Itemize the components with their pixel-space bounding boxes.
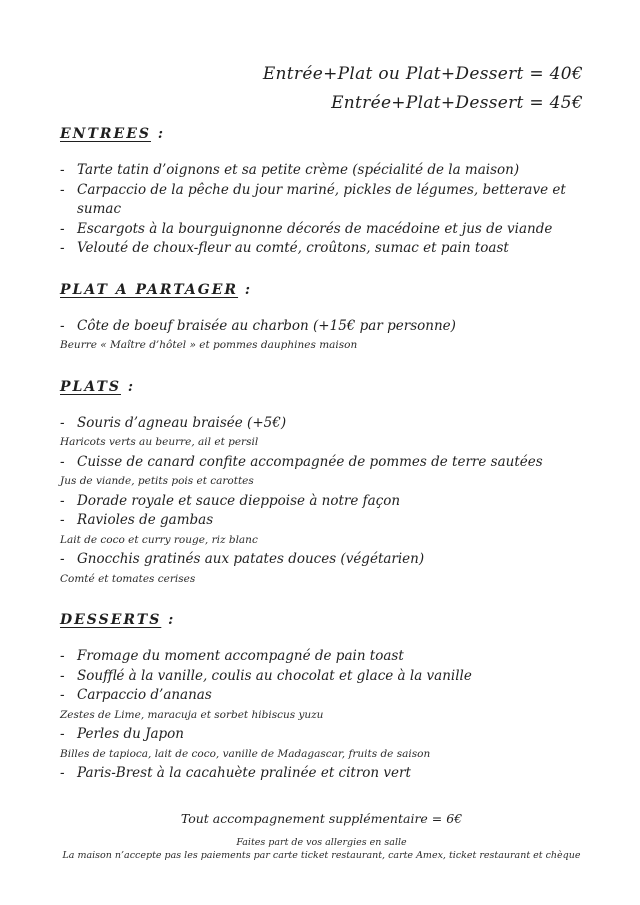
bullet-dash: - <box>60 414 65 431</box>
menu-section <box>60 611 583 784</box>
formula-line-2: Entrée+Plat+Dessert = 45€ <box>331 93 583 113</box>
bullet-dash: - <box>60 453 65 470</box>
bullet-dash: - <box>60 551 65 567</box>
menu-item <box>60 317 583 337</box>
section-title-colon: : <box>121 378 136 395</box>
menu-item-text: Dorade royale et sauce dieppoise à notre façon <box>77 492 401 509</box>
item-note: Comté et tomates cerises <box>60 572 196 585</box>
item-note: Beurre « Maître d’hôtel » et pommes dauphines maison <box>60 339 358 351</box>
prix-fixe-formulas <box>60 60 583 118</box>
menu-item <box>60 492 583 512</box>
section-title-text: ENTREES <box>60 126 151 142</box>
menu-item <box>60 647 583 667</box>
menu-section <box>60 378 583 590</box>
menu-section <box>60 125 583 259</box>
item-note: Jus de viande, petits pois et carottes <box>60 475 254 487</box>
section-title-colon: : <box>238 281 253 298</box>
section-title <box>60 611 583 629</box>
bullet-dash: - <box>60 648 65 664</box>
bullet-dash: - <box>60 220 65 237</box>
menu-item-text: Fromage du moment accompagné de pain toast <box>77 648 404 664</box>
section-item-list <box>60 317 583 356</box>
section-item-list <box>60 161 583 259</box>
bullet-dash: - <box>60 181 65 198</box>
formula-line-1: Entrée+Plat ou Plat+Dessert = 40€ <box>262 64 583 84</box>
menu-item <box>60 453 583 473</box>
menu-item <box>60 161 583 181</box>
section-title <box>60 281 583 299</box>
bullet-dash: - <box>60 162 65 178</box>
section-title-text: DESSERTS <box>60 612 162 628</box>
menu-item-text: Carpaccio de la pêche du jour mariné, pickles de légumes, betterave et sumac <box>77 181 566 217</box>
section-item-list <box>60 647 583 784</box>
menu-item-text: Tarte tatin d’oignons et sa petite crème (spécialité de la maison) <box>77 162 520 178</box>
menu-item-text: Gnocchis gratinés aux patates douces (végétarien) <box>77 551 425 567</box>
footnote-allergies: Faites part de vos allergies en salle <box>236 836 407 848</box>
menu-item <box>60 550 583 570</box>
bullet-dash: - <box>60 765 65 781</box>
bullet-dash: - <box>60 492 65 509</box>
footnote-payments: La maison n’accepte pas les paiements par carte ticket restaurant, carte Amex, ticket restaurant et chèque <box>62 849 581 861</box>
menu-section <box>60 281 583 356</box>
menu-item-text: Ravioles de gambas <box>77 512 214 528</box>
bullet-dash: - <box>60 240 65 256</box>
menu-item-text: Carpaccio d’ananas <box>77 687 212 703</box>
footnotes <box>60 836 583 862</box>
section-title-text: PLAT A PARTAGER <box>60 281 239 298</box>
section-title <box>60 378 583 396</box>
menu-item <box>60 511 583 531</box>
menu-item <box>60 181 583 220</box>
menu-item-text: Paris-Brest à la cacahuète pralinée et citron vert <box>77 765 411 781</box>
bullet-dash: - <box>60 317 65 334</box>
menu-item <box>60 667 583 687</box>
section-title-colon: : <box>161 612 176 628</box>
menu-item <box>60 220 583 240</box>
section-title-colon: : <box>150 126 166 142</box>
menu-item <box>60 239 583 259</box>
item-note: Lait de coco et curry rouge, riz blanc <box>60 533 258 546</box>
menu-item <box>60 414 583 434</box>
menu-item <box>60 764 583 784</box>
menu-item <box>60 686 583 706</box>
bullet-dash: - <box>60 726 65 742</box>
bullet-dash: - <box>60 512 65 528</box>
menu-item-text: Perles du Japon <box>77 726 184 742</box>
item-note: Billes de tapioca, lait de coco, vanille de Madagascar, fruits de saison <box>60 747 431 760</box>
bullet-dash: - <box>60 667 65 684</box>
supplement-note: Tout accompagnement supplémentaire = 6€ <box>180 810 463 826</box>
section-item-list <box>60 414 583 590</box>
menu-item-text: Souris d’agneau braisée (+5€) <box>77 414 287 431</box>
menu-item-text: Velouté de choux-fleur au comté, croûtons, sumac et pain toast <box>77 240 509 256</box>
menu-item-text: Côte de boeuf braisée au charbon (+15€ par personne) <box>77 317 456 334</box>
menu-item-text: Soufflé à la vanille, coulis au chocolat et glace à la vanille <box>77 667 472 684</box>
section-title-text: PLATS <box>60 378 121 395</box>
menu-item-text: Cuisse de canard confite accompagnée de pommes de terre sautées <box>77 453 543 470</box>
item-note: Haricots verts au beurre, ail et persil <box>60 436 259 448</box>
menu-sections <box>60 125 583 784</box>
menu-item-text: Escargots à la bourguignonne décorés de macédoine et jus de viande <box>77 220 553 237</box>
item-note: Zestes de Lime, maracuja et sorbet hibiscus yuzu <box>60 708 324 721</box>
menu-item <box>60 725 583 745</box>
section-title <box>60 125 583 143</box>
bullet-dash: - <box>60 687 65 703</box>
